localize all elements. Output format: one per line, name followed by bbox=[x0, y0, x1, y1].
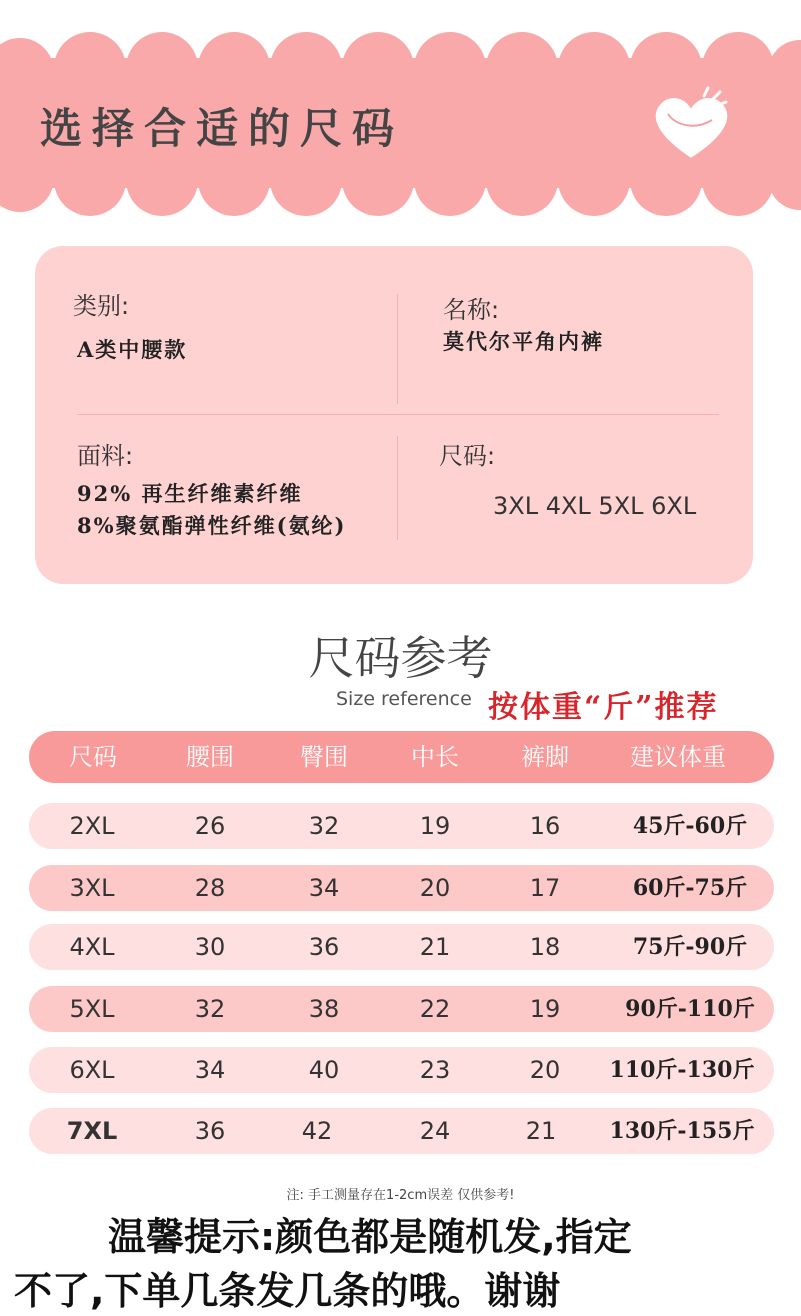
heart-icon bbox=[646, 86, 736, 166]
size-reference-subtitle: Size reference bbox=[336, 688, 472, 710]
header-hip: 臀围 bbox=[300, 743, 348, 771]
header-length: 中长 bbox=[411, 743, 459, 771]
table-row bbox=[29, 1047, 774, 1093]
cell-length: 21 bbox=[419, 933, 451, 961]
cell-weight: 60斤-75斤 bbox=[632, 875, 748, 901]
size-reference-title: 尺码参考 bbox=[308, 631, 493, 685]
cell-leg-opening: 18 bbox=[529, 933, 561, 961]
table-row bbox=[29, 803, 774, 849]
cell-waist: 32 bbox=[194, 995, 226, 1023]
size-values: 3XL 4XL 5XL 6XL bbox=[493, 492, 697, 520]
size-label: 尺码: bbox=[439, 442, 496, 470]
cell-weight: 75斤-90斤 bbox=[632, 934, 748, 960]
tip-line-2: 不了,下单几条发几条的哦。谢谢 bbox=[14, 1269, 561, 1313]
cell-hip: 42 bbox=[301, 1117, 333, 1145]
cell-weight: 130斤-155斤 bbox=[609, 1118, 755, 1144]
header-leg-opening: 裤脚 bbox=[521, 743, 569, 771]
cell-size: 7XL bbox=[66, 1117, 118, 1145]
cell-weight: 90斤-110斤 bbox=[625, 996, 755, 1022]
cell-hip: 40 bbox=[308, 1056, 340, 1084]
divider bbox=[77, 414, 719, 415]
cell-length: 20 bbox=[419, 874, 451, 902]
cell-leg-opening: 19 bbox=[529, 995, 561, 1023]
fabric-label: 面料: bbox=[77, 442, 134, 470]
cell-size: 4XL bbox=[69, 933, 115, 961]
cell-hip: 36 bbox=[308, 933, 340, 961]
cell-waist: 28 bbox=[194, 874, 226, 902]
cell-size: 2XL bbox=[69, 812, 115, 840]
fabric-line-1: 92% 再生纤维素纤维 bbox=[77, 481, 303, 506]
cell-length: 23 bbox=[419, 1056, 451, 1084]
product-info-card bbox=[35, 246, 753, 584]
tip-line-1: 温馨提示:颜色都是随机发,指定 bbox=[108, 1215, 632, 1259]
weight-recommendation-note: 按体重“斤”推荐 bbox=[488, 690, 719, 725]
cell-waist: 26 bbox=[194, 812, 226, 840]
cell-hip: 32 bbox=[308, 812, 340, 840]
cell-size: 5XL bbox=[69, 995, 115, 1023]
category-label: 类别: bbox=[73, 292, 130, 320]
measurement-footnote: 注: 手工测量存在1-2cm误差 仅供参考! bbox=[286, 1188, 515, 1203]
header-size: 尺码 bbox=[69, 743, 117, 771]
cell-hip: 38 bbox=[308, 995, 340, 1023]
name-value: 莫代尔平角内裤 bbox=[443, 329, 604, 354]
cell-waist: 30 bbox=[194, 933, 226, 961]
cell-length: 22 bbox=[419, 995, 451, 1023]
category-value: A类中腰款 bbox=[77, 337, 188, 362]
fabric-line-2: 8%聚氨酯弹性纤维(氨纶) bbox=[77, 513, 347, 538]
cell-hip: 34 bbox=[308, 874, 340, 902]
cell-weight: 45斤-60斤 bbox=[632, 813, 748, 839]
header-waist: 腰围 bbox=[186, 743, 234, 771]
table-row bbox=[29, 865, 774, 911]
cell-weight: 110斤-130斤 bbox=[609, 1057, 755, 1083]
cell-length: 19 bbox=[419, 812, 451, 840]
cell-size: 3XL bbox=[69, 874, 115, 902]
table-row bbox=[29, 986, 774, 1032]
cell-leg-opening: 17 bbox=[529, 874, 561, 902]
header-weight: 建议体重 bbox=[630, 743, 726, 771]
cell-leg-opening: 16 bbox=[529, 812, 561, 840]
cell-leg-opening: 20 bbox=[529, 1056, 561, 1084]
table-row bbox=[29, 1108, 774, 1154]
name-label: 名称: bbox=[443, 296, 500, 324]
table-row bbox=[29, 924, 774, 970]
banner-title: 选择合适的尺码 bbox=[40, 104, 405, 153]
cell-waist: 36 bbox=[194, 1117, 226, 1145]
size-table-header bbox=[29, 731, 774, 783]
cell-size: 6XL bbox=[69, 1056, 115, 1084]
cell-length: 24 bbox=[419, 1117, 451, 1145]
cell-leg-opening: 21 bbox=[525, 1117, 557, 1145]
cell-waist: 34 bbox=[194, 1056, 226, 1084]
divider bbox=[397, 436, 398, 540]
divider bbox=[397, 294, 398, 404]
